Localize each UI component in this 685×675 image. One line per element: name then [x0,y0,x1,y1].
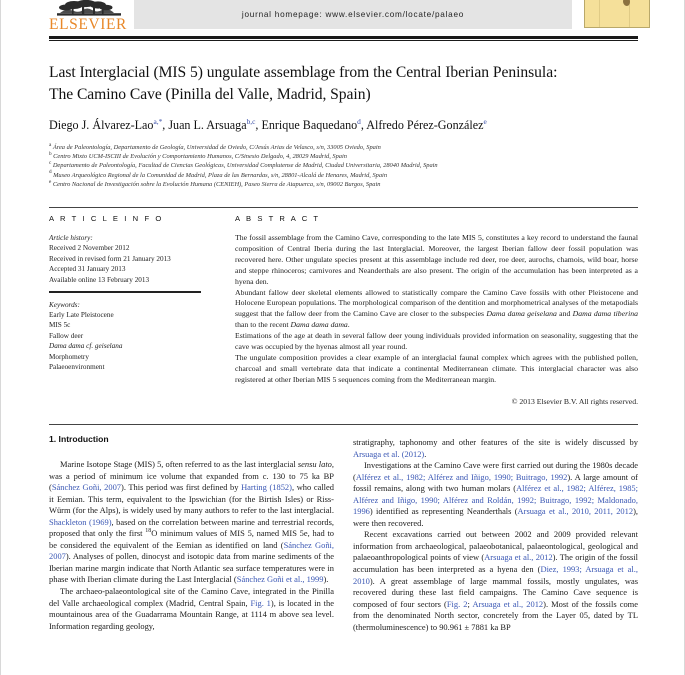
page-title [49,62,641,106]
abstract-paragraph-0: The fossil assemblage from the Camino Cave, corresponding to the late MIS 5, constitutes a key record to understand the faunal composition of Central Iberia during the last Interglacial. Moreover, the largest Iberian fallow deer fossil population was recovered here. Other ungulate species present at this assemblage include red deer, roe deer, aurochs, chamois, wild boar, horse and steppe rhinoceros; carnivores and Neanderthals are also present. The origin of the accumulation has been interpreted as a hyena den. [235,233,638,286]
journal-homepage-link[interactable]: journal homepage: www.elsevier.com/locate/palaeo [241,10,465,19]
header-rule-thick [49,36,638,39]
article-info-column [49,214,219,372]
left-paragraph-1: The archaeo-palaeontological site of the Camino Cave, integrated in the Pinilla del Valle archaeological complex (Madrid, Central Spain, Fig. 1), is located in the mountainous area of the Guadarrama Mountain Range, at 1114 m above sea level. Information regarding geology, [49,586,334,631]
history-online: Available online 13 February 2013 [49,275,150,284]
affiliation-e: $^e$ Centro Nacional de Investigación sobre la Evolución Humana (CENIEH), Paseo Sierra de Atapuerca, s/n, 09002 Burgos, Spain [49,178,381,188]
elsevier-wordmark: ELSEVIER [49,16,127,33]
journal-header [1,0,685,42]
author-list: Diego J. Álvarez-Lao$^{a,*}$, Juan L. Arsuaga$^{b,c}$, Enrique Baquedano$^d$, Alfredo Pérez-González$^e$ [49,116,487,132]
author-1: Juan L. Arsuaga$^{b,c}$ [168,116,256,132]
journal-cover-thumbnail[interactable] [584,0,650,28]
right-paragraph-2: Recent excavations carried out between 2002 and 2009 provided relevant information from archaeological, palaeobotanical, palaeontological, geological and palaeoanthropological points of view (Arsuaga et al., 2012). The origin of the fossil accumulation has been interpreted as a hyena den (Diez, 1993; Arsuaga et al., 2010). A great assemblage of large mammal fossils, mostly ungulates, was recovered during these last field campaigns. The Camino Cave sequence is composed of four sectors (Fig. 2; Arsuaga et al., 2012). Most of the fossils come from the denominated North sector, concretely from the Layer 05, dated by TL (thermoluminescence) to 90.961 ± 7881 ka BP [353,529,638,632]
affiliation-d: $^d$ Museo Arqueológico Regional de la Comunidad de Madrid, Plaza de las Bernardas, s/n, 28801-Alcalá de Henares, Madrid, Spain [49,169,388,179]
affiliation-c: $^c$ Departamento de Paleontología, Facultad de Ciencias Geológicas, Universidad Complutense de Madrid, Ciudad Universitaria, 28040 Madrid, Spain [49,160,438,170]
author-3-marks: e [483,116,487,126]
keyword-5: Palaeoenvironment [49,363,105,372]
abstract-heading: A B S T R A C T [235,214,321,223]
affiliation-b: $^b$ Centro Mixto UCM-ISCIII de Evolución y Comportamiento Humanos, C/Sinesio Delgado, 4, 28029 Madrid, Spain [49,151,347,161]
elsevier-tree-icon [52,0,126,17]
author-0: Diego J. Álvarez-Lao$^{a,*}$ [49,116,163,132]
header-rule-thin [49,40,638,41]
copyright-notice: © 2013 Elsevier B.V. All rights reserved. [511,396,638,406]
abstract-block-top-rule [49,207,638,208]
keyword-2: Fallow deer [49,331,84,340]
keyword-1: MIS 5c [49,321,71,330]
history-accepted: Accepted 31 January 2013 [49,265,126,274]
history-revised: Received in revised form 21 January 2013 [49,254,171,263]
title-line-2: The Camino Cave (Pinilla del Valle, Madrid, Spain) [49,86,371,103]
left-paragraph-0: Marine Isotope Stage (MIS) 5, often referred to as the last interglacial sensu lato, was a period of minimum ice volume that expanded from c. 130 to 75 ka BP (Sánchez Goñi, 2007). This period was first defined by Harting (1852), who called it Eemian. This term, equivalent to the Ipswichian (for the Birtish Isles) or Riss-Würm (for the Alps), is widely used by many authors to refer to the last interglacial. Shackleton (1969), based on the correlation between marine and terrestrial records, proposed that only the first $^{18}$O minimum values of MIS 5, named MIS 5e, had to be considered the equivalent of the Eemian as identified on land (Sánchez Goñi, 2007). Analyses of pollen, dinocyst and isotopic data from marine sediments of the Iberian marine margin indicate that North Atlantic sea surface temperatures were in phase with Iberian climate during the Last Interglacial (Sánchez Goñi et al., 1999). [49,459,335,585]
abstract-block-bottom-rule [49,424,638,425]
section-heading-introduction: 1. Introduction [49,434,109,444]
right-paragraph-1: Investigations at the Camino Cave were first carried out during the 1980s decade (Alférez et al., 1982; Alférez and Iñigo, 1990; Buitrago, 1992). A large amount of fossil remains, along with two human molars (Alférez et al., 1982; Alférez, 1985; Alférez and Iñigo, 1990; Alférez and Roldán, 1992; Buitrago, 1992; Maldonado, 1996) identified as representing Neanderthals (Arsuaga et al., 2010, 2011, 2012), were then recovered. [353,460,638,528]
keyword-0: Early Late Pleistocene [49,311,114,320]
elsevier-logo [49,0,129,34]
author-1-marks: b,c [246,116,256,126]
affiliation-a: $^a$ Área de Paleontología, Departamento de Geología, Universidad de Oviedo, C/Jesús Arias de Velasco, s/n, 33005 Oviedo, Spain [49,141,381,151]
author-2-marks: d [357,116,361,126]
abstract-paragraph-2: Estimations of the age at death in several fallow deer young individuals provided information on seasonality, suggesting that the cave was occupied by the hyenas almost all year round. [235,331,638,352]
affiliation-list [49,143,641,189]
history-received: Received 2 November 2012 [49,244,130,253]
article-info-heading: A R T I C L E I N F O [49,214,164,223]
author-2: Enrique Baquedano$^d$ [261,116,361,132]
keyword-3: Dama dama cf. geiselana [49,342,123,351]
article-history-label: Article history: [49,234,93,242]
article-info-divider [49,291,201,293]
abstract-paragraph-3: The ungulate composition provides a clear example of an interglacial faunal complex which agrees with the published pollen, charcoal and small vertebrate data that indicate a continental Mediterranean climate. This interglacial character was also registered at other Iberian MIS 5 sequences coming from the Mediterranean margin. [235,352,638,384]
abstract-paragraph-1: Abundant fallow deer skeletal elements allowed to statistically compare the Camino Cave fossils with other Pleistocene and Holocene European populations. The morphological comparison of the dentition and morphometrical analyses of the metapodials suggest that the fallow deer from the Camino Cave are closer to the subspecies Dama dama geiselana and Dama dama tiberina than to the recent Dama dama dama. [235,287,638,330]
author-3: Alfredo Pérez-González$^e$ [366,116,487,132]
keywords-label: Keywords: [49,300,80,309]
keyword-4: Morphometry [49,352,89,361]
title-line-1: Last Interglacial (MIS 5) ungulate assemblage from the Central Iberian Peninsula: [49,64,558,81]
body-left-column [49,459,334,632]
author-0-marks: a,* [153,116,163,126]
body-right-column [353,437,638,633]
abstract-column [235,214,638,407]
right-paragraph-0: stratigraphy, taphonomy and other features of the site is widely discussed by Arsuaga et al. (2012). [353,437,638,459]
